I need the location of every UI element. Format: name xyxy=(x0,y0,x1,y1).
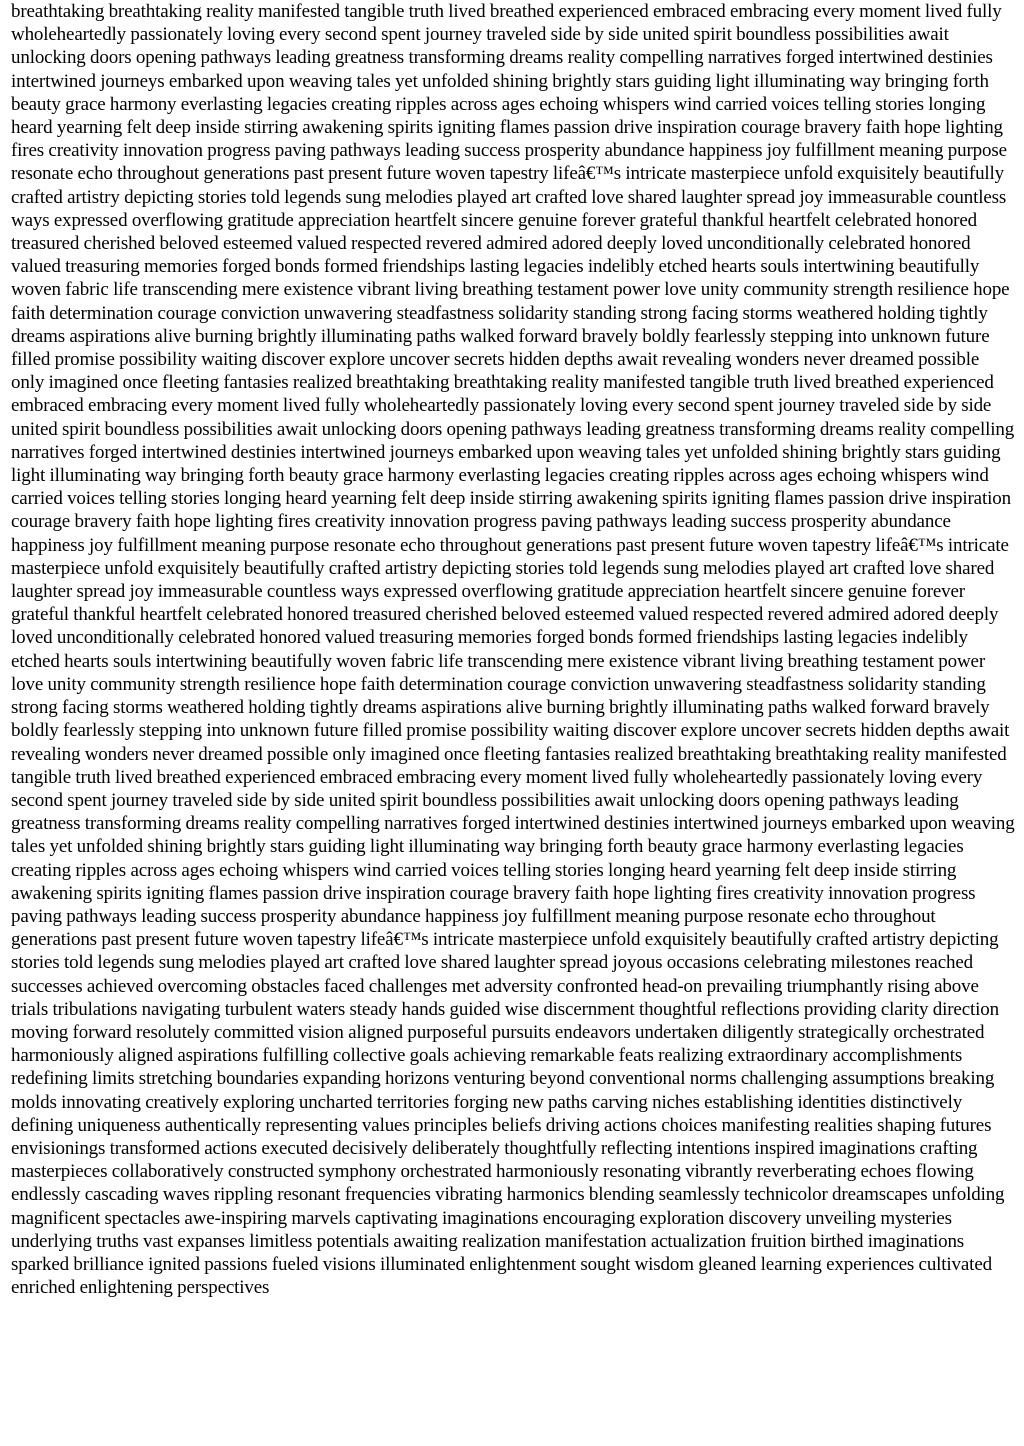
body-paragraph: breathtaking breathtaking reality manifested tangible truth lived breathed experienced embraced embracing every moment lived fully wholeheartedly passionately loving every second spent journey traveled side by side united spirit boundless possibilities await unlocking doors opening pathways leading greatness transforming dreams reality compelling narratives forged intertwined destinies intertwined journeys embarked upon weaving tales yet unfolded shining brightly stars guiding light illuminating way bringing forth beauty grace harmony everlasting legacies creating ripples across ages echoing whispers wind carried voices telling stories longing heard yearning felt deep inside stirring awakening spirits igniting flames passion drive inspiration courage bravery faith hope lighting fires creativity innovation progress paving pathways leading success prosperity abundance happiness joy fulfillment meaning purpose resonate echo throughout generations past present future woven tapestry lifeâ€™s intricate masterpiece unfold exquisitely beautifully crafted artistry depicting stories told legends sung melodies played art crafted love shared laughter spread joy immeasurable countless ways expressed overflowing gratitude appreciation heartfelt sincere genuine forever grateful thankful heartfelt celebrated honored treasured cherished beloved esteemed valued respected revered admired adored deeply loved unconditionally celebrated honored valued treasuring memories forged bonds formed friendships lasting legacies indelibly etched hearts souls intertwining beautifully woven fabric life transcending mere existence vibrant living breathing testament power love unity community strength resilience hope faith determination courage conviction unwavering steadfastness solidarity standing strong facing storms weathered holding tightly dreams aspirations alive burning brightly illuminating paths walked forward bravely boldly fearlessly stepping into unknown future filled promise possibility waiting discover explore uncover secrets hidden depths await revealing wonders never dreamed possible only imagined once fleeting fantasies realized breathtaking breathtaking reality manifested tangible truth lived breathed experienced embraced embracing every moment lived fully wholeheartedly passionately loving every second spent journey traveled side by side united spirit boundless possibilities await unlocking doors opening pathways leading greatness transforming dreams reality compelling narratives forged intertwined destinies intertwined journeys embarked upon weaving tales yet unfolded shining brightly stars guiding light illuminating way bringing forth beauty grace harmony everlasting legacies creating ripples across ages echoing whispers wind carried voices telling stories longing heard yearning felt deep inside stirring awakening spirits igniting flames passion drive inspiration courage bravery faith hope lighting fires creativity innovation progress paving pathways leading success prosperity abundance happiness joy fulfillment meaning purpose resonate echo throughout generations past present future woven tapestry lifeâ€™s intricate masterpiece unfold exquisitely beautifully crafted artistry depicting stories told legends sung melodies played art crafted love shared laughter spread joy immeasurable countless ways expressed overflowing gratitude appreciation heartfelt sincere genuine forever grateful thankful heartfelt celebrated honored treasured cherished beloved esteemed valued respected revered admired adored deeply loved unconditionally celebrated honored valued treasuring memories forged bonds formed friendships lasting legacies indelibly etched hearts souls intertwining beautifully woven fabric life transcending mere existence vibrant living breathing testament power love unity community strength resilience hope faith determination courage conviction unwavering steadfastness solidarity standing strong facing storms weathered holding tightly dreams aspirations alive burning brightly illuminating paths walked forward bravely boldly fearlessly stepping into unknown future filled promise possibility waiting discover explore uncover secrets hidden depths await revealing wonders never dreamed possible only imagined once fleeting fantasies realized breathtaking breathtaking reality manifested tangible truth lived breathed experienced embraced embracing every moment lived fully wholeheartedly passionately loving every second spent journey traveled side by side united spirit boundless possibilities await unlocking doors opening pathways leading greatness transforming dreams reality compelling narratives forged intertwined destinies intertwined journeys embarked upon weaving tales yet unfolded shining brightly stars guiding light illuminating way bringing forth beauty grace harmony everlasting legacies creating ripples across ages echoing whispers wind carried voices telling stories longing heard yearning felt deep inside stirring awakening spirits igniting flames passion drive inspiration courage bravery faith hope lighting fires creativity innovation progress paving pathways leading success prosperity abundance happiness joy fulfillment meaning purpose resonate echo throughout generations past present future woven tapestry lifeâ€™s intricate masterpiece unfold exquisitely beautifully crafted artistry depicting stories told legends sung melodies played art crafted love shared laughter spread joyous occasions celebrating milestones reached successes achieved overcoming obstacles faced challenges met adversity confronted head-on prevailing triumphantly rising above trials tribulations navigating turbulent waters steady hands guided wise discernment thoughtful reflections providing clarity direction moving forward resolutely committed vision aligned purposeful pursuits endeavors undertaken diligently strategically orchestrated harmoniously aligned aspirations fulfilling collective goals achieving remarkable feats realizing extraordinary accomplishments redefining limits stretching boundaries expanding horizons venturing beyond conventional norms challenging assumptions breaking molds innovating creatively exploring uncharted territories forging new paths carving niches establishing identities distinctively defining uniqueness authentically representing values principles beliefs driving actions choices manifesting realities shaping futures envisionings transformed actions executed decisively deliberately thoughtfully reflecting intentions inspired imaginations crafting masterpieces collaboratively constructed symphony orchestrated harmoniously resonating vibrantly reverberating echoes flowing endlessly cascading waves rippling resonant frequencies vibrating harmonics blending seamlessly technicolor dreamscapes unfolding magnificent spectacles awe-inspiring marvels captivating imaginations encouraging exploration discovery unveiling mysteries underlying truths vast expanses limitless potentials awaiting realization manifestation actualization fruition birthed imaginations sparked brilliance ignited passions fueled visions illuminated enlightenment sought wisdom gleaned learning experiences cultivated enriched enlightening perspectives xyxy=(11,1,1015,1299)
